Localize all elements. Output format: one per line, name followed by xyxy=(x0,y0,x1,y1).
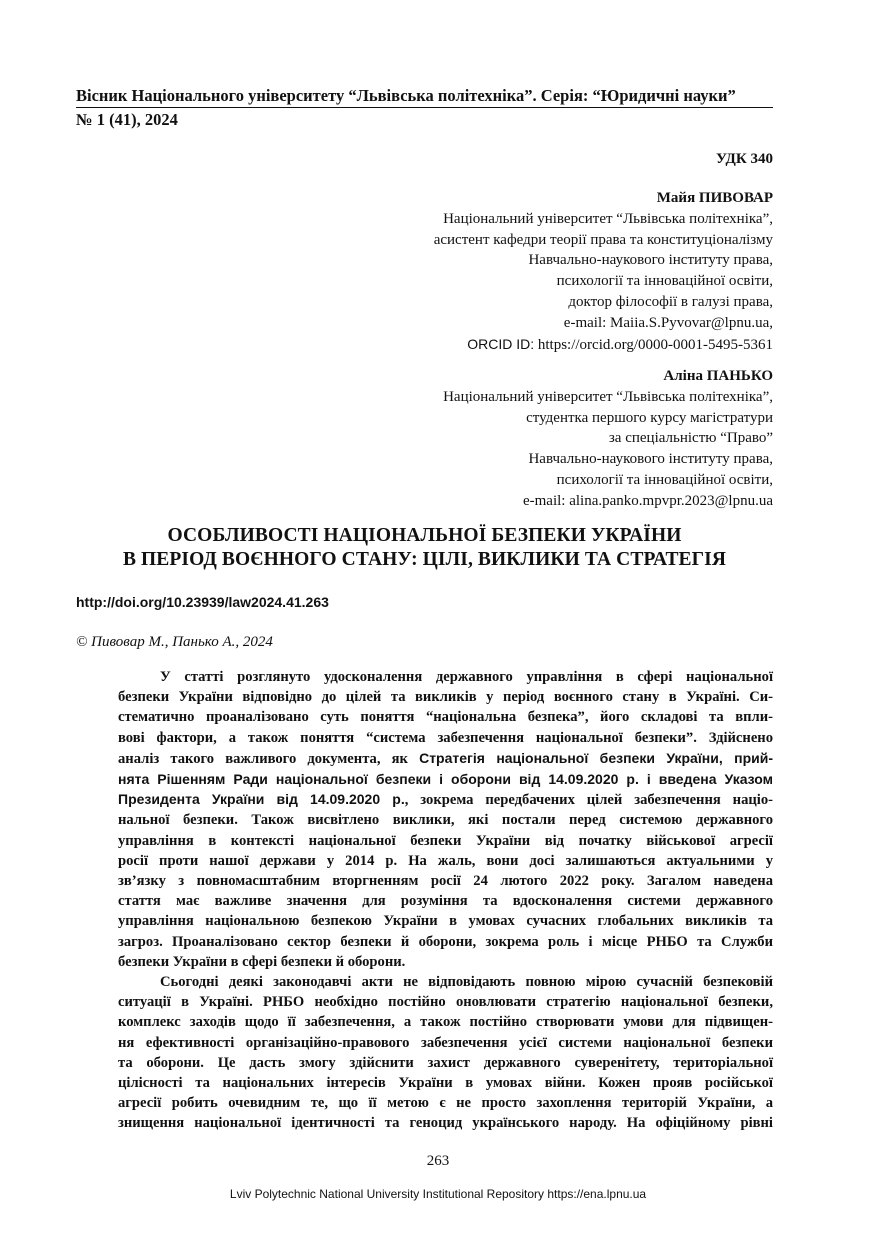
abstract-line: та оборони. Це дасть змогу здійснити захист державного суверенітету, територіальної xyxy=(118,1054,773,1071)
abstract-line: стаття має важливе значення для розуміння та вдосконалення системи державного xyxy=(118,893,773,910)
abstract-line: цілісності та національних інтересів України в умовах війни. Кожен прояв російської xyxy=(118,1075,773,1092)
journal-header: Вісник Національного університету “Львівська політехніка”. Серія: “Юридичні науки” xyxy=(76,86,773,108)
udc-code: УДК 340 xyxy=(716,151,773,167)
title-line: В ПЕРІОД ВОЄННОГО СТАНУ: ЦІЛІ, ВИКЛИКИ ТА СТРАТЕГІЯ xyxy=(122,549,727,570)
abstract-line: загроз. Проаналізовано сектор безпеки й оборони, зокрема роль і місце РНБО та Служби xyxy=(118,933,773,950)
abstract-line: знищення національної ідентичності та геноцид українського народу. На офіційному рівні xyxy=(118,1115,773,1132)
abstract-line: управління національною безпекою України в умовах сучасних глобальних викликів та xyxy=(118,913,773,930)
abstract-text: аналіз такого важливого документа, як xyxy=(118,750,420,767)
abstract-line: комплекс заходів щодо її забезпечення, а також постійно створювати умови для підвищен- xyxy=(118,1014,773,1031)
abstract-line: стематично проаналізовано суть поняття “національна безпека”, його складові та впли- xyxy=(118,709,773,726)
abstract-line: управління в контексті національної безпеки України від початку військової агресії xyxy=(118,832,773,849)
abstract-line: Сьогодні деякі законодавчі акти не відповідають повною мірою сучасній безпековій xyxy=(160,974,773,991)
abstract-line: ня ефективності організаційно-правового забезпечення усієї системи національної безпеки xyxy=(118,1034,773,1051)
issue-number: № 1 (41), 2024 xyxy=(76,110,178,129)
abstract xyxy=(118,667,773,1134)
author-affiliation-line: Національний університет “Львівська політехніка”, xyxy=(443,210,773,227)
author-affiliation-line: асистент кафедри теорії права та конституціоналізму xyxy=(433,231,773,248)
orcid-label: ORCID ID: xyxy=(467,335,535,352)
author-orcid xyxy=(173,334,773,356)
abstract-line xyxy=(118,789,773,810)
repository-footer: Lviv Polytechnic National University Institutional Repository https://ena.lpnu.ua xyxy=(229,1187,647,1201)
abstract-paragraph xyxy=(118,972,773,1134)
abstract-line: нята Рішенням Ради національної безпеки і оборони від 14.09.2020 р. і введена Указом xyxy=(118,771,773,788)
article-title xyxy=(76,524,773,572)
author-email: e-mail: alina.panko.mpvpr.2023@lpnu.ua xyxy=(522,492,773,509)
abstract-text: , зокрема передбачених цілей забезпечення націо- xyxy=(404,792,773,809)
abstract-line: нальної безпеки. Також висвітлено виклики, які постали перед системою державного xyxy=(118,812,773,829)
abstract-line: росії проти нашої держави у 2014 р. На жаль, вони досі залишаються актуальними у xyxy=(118,852,773,869)
copyright: © Пивовар М., Панько А., 2024 xyxy=(76,634,273,650)
abstract-line: ситуації в Україні. РНБО необхідно постійно оновлювати стратегію національної безпеки, xyxy=(118,994,773,1011)
author-affiliation-line: студентка першого курсу магістратури xyxy=(526,409,773,426)
title-line: ОСОБЛИВОСТІ НАЦІОНАЛЬНОЇ БЕЗПЕКИ УКРАЇНИ xyxy=(167,525,682,546)
abstract-line: безпеки України в сфері безпеки й оборони. xyxy=(118,953,406,970)
author-1 xyxy=(173,188,773,355)
abstract-line: У статті розглянуто удосконалення державного управління в сфері національної xyxy=(160,669,773,685)
orcid-link[interactable]: https://orcid.org/0000-0001-5495-5361 xyxy=(534,336,773,353)
author-affiliation-line: Навчально-наукового інституту права, xyxy=(528,252,773,269)
page-number: 263 xyxy=(426,1153,450,1169)
strategy-reference: Президента України від 14.09.2020 р. xyxy=(118,791,405,808)
author-affiliation-line: Навчально-наукового інституту права, xyxy=(528,451,773,468)
author-affiliation-line: психології та інноваційної освіти, xyxy=(556,471,773,488)
author-name: Майя ПИВОВАР xyxy=(656,190,773,206)
strategy-reference: Стратегія національної безпеки України, прий- xyxy=(419,749,773,766)
author-affiliation-line: доктор філософії в галузі права, xyxy=(568,293,773,310)
abstract-paragraph xyxy=(118,667,773,972)
abstract-line: вові фактори, а також поняття “система забезпечення національної безпеки”. Здійснено xyxy=(118,729,773,746)
abstract-line: зв’язку з повномасштабним вторгненням росії 24 лютого 2022 року. Загалом наведена xyxy=(118,873,773,890)
abstract-line: безпеки України відповідно до цілей та викликів у період воєнного стану в Україні. Си- xyxy=(118,689,773,706)
author-email: e-mail: Maiia.S.Pyvovar@lpnu.ua, xyxy=(563,314,773,331)
author-affiliation-line: за спеціальністю “Право” xyxy=(608,430,773,447)
doi-link[interactable]: http://doi.org/10.23939/law2024.41.263 xyxy=(76,594,329,610)
author-2 xyxy=(173,366,773,512)
author-name: Аліна ПАНЬКО xyxy=(663,368,773,384)
author-affiliation-line: Національний університет “Львівська політехніка”, xyxy=(443,388,773,405)
abstract-line: агресії робить очевидним те, що її метою є не просто захоплення територій України, а xyxy=(118,1095,773,1112)
author-affiliation-line: психології та інноваційної освіти, xyxy=(556,273,773,290)
abstract-line xyxy=(118,748,773,769)
